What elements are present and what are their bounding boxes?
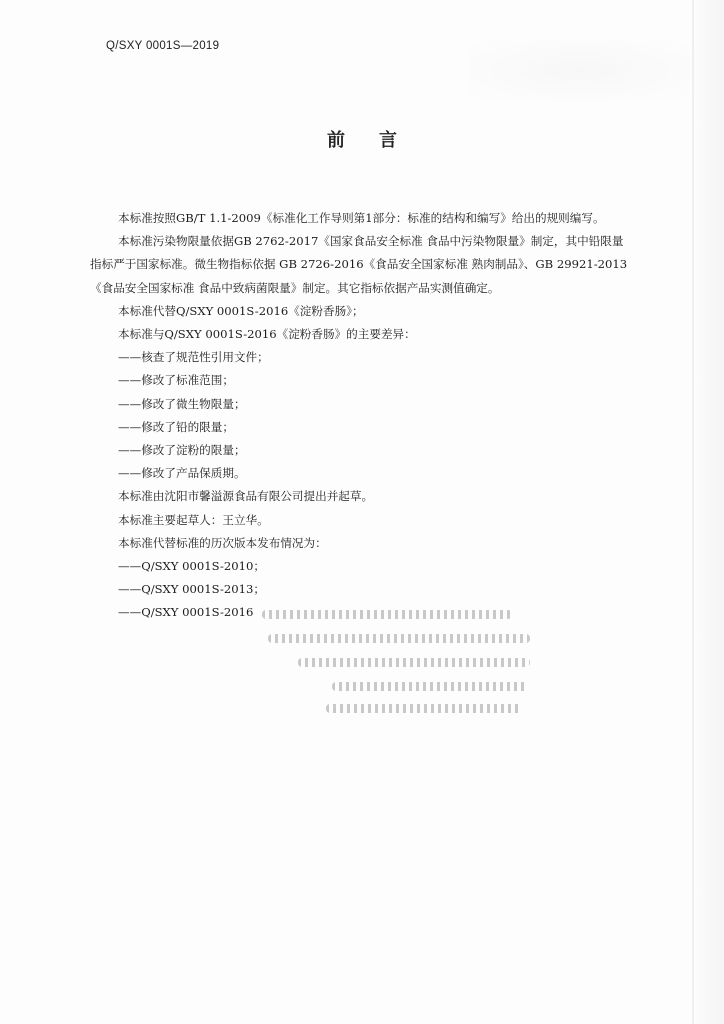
- paragraph-line: 本标准由沈阳市馨溢源食品有限公司提出并起草。: [118, 489, 374, 504]
- title-char-1: 前: [327, 130, 345, 151]
- list-item: ——核查了规范性引用文件；: [118, 350, 269, 365]
- paragraph-line: 本标准污染物限量依据GB 2762-2017《国家食品安全标准 食品中污染物限量》制定，其中铅限量: [118, 234, 624, 249]
- list-item: ——Q/SXY 0001S-2013；: [118, 582, 266, 597]
- scan-edge-line: [692, 0, 694, 1024]
- paragraph-line: 本标准按照GB/T 1.1-2009《标准化工作导则第1部分：标准的结构和编写》给出的规则编写。: [118, 211, 605, 225]
- standard-code: Q/SXY 0001S—2019: [106, 40, 220, 52]
- list-item: ——修改了铅的限量；: [118, 419, 234, 434]
- scan-shadow: [470, 40, 690, 100]
- list-item: ——Q/SXY 0001S-2010；: [118, 559, 266, 574]
- title-char-2: 言: [379, 130, 397, 151]
- list-item: ——修改了产品保质期。: [118, 466, 246, 481]
- paragraph-line: 指标严于国家标准。微生物指标依据 GB 2726-2016《食品安全国家标准 熟肉制品》、GB 29921-2013: [90, 257, 628, 272]
- list-item: ——修改了标准范围；: [118, 373, 234, 388]
- list-item: ——Q/SXY 0001S-2016: [118, 605, 254, 620]
- page-title: [0, 126, 724, 152]
- faded-stamp-text: [262, 608, 532, 716]
- paragraph-line: 本标准代替标准的历次版本发布情况为：: [118, 535, 327, 550]
- list-item: ——修改了淀粉的限量；: [118, 443, 246, 458]
- paragraph-line: 本标准主要起草人：王立华。: [118, 512, 269, 527]
- paragraph-line: 《食品安全国家标准 食品中致病菌限量》制定。其它指标依据产品实测值确定。: [90, 280, 500, 295]
- paragraph-line: 本标准代替Q/SXY 0001S-2016《淀粉香肠》；: [118, 303, 364, 318]
- paragraph-line: 本标准与Q/SXY 0001S-2016《淀粉香肠》的主要差异：: [118, 327, 416, 342]
- list-item: ——修改了微生物限量；: [118, 396, 246, 411]
- foreword-body: [90, 207, 673, 625]
- scan-edge: [690, 0, 724, 1024]
